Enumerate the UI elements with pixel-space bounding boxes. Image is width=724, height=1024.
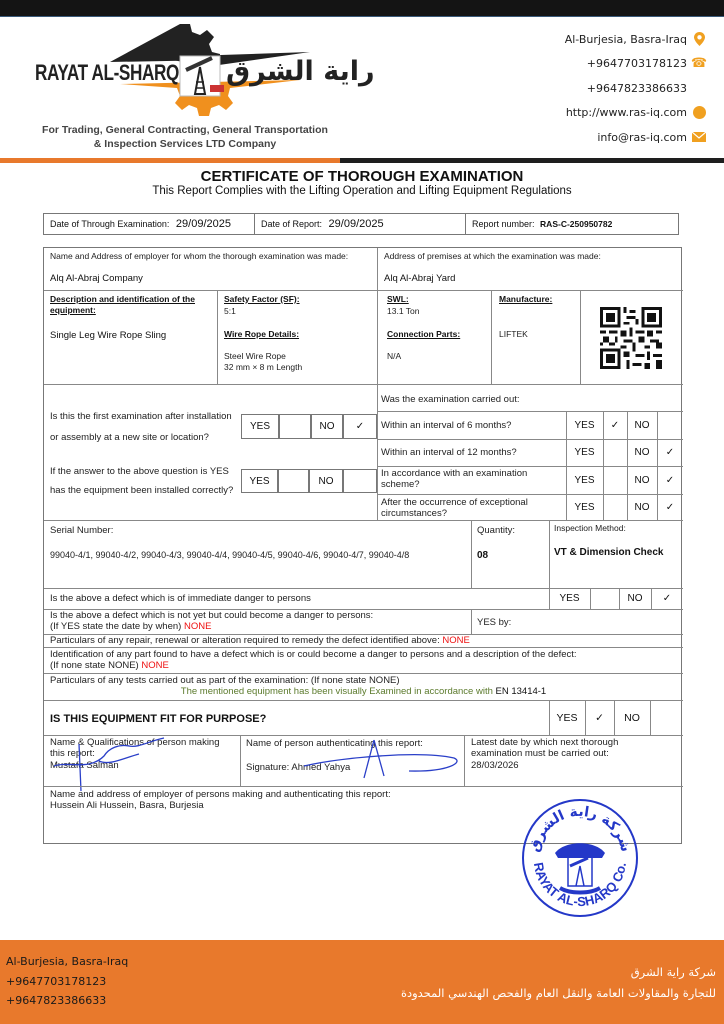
future-danger-line2: (If YES state the date by when) <box>50 620 182 632</box>
serial-label: Serial Number: <box>50 525 114 536</box>
tagline-line-2: & Inspection Services LTD Company <box>93 138 277 150</box>
carried-out-heading: Was the examination carried out: <box>381 394 520 405</box>
manufacture-label: Manufacture: <box>499 294 553 304</box>
fit-no-label: NO <box>624 711 640 724</box>
report-number-cell <box>466 214 679 235</box>
interval-6-no-checkbox[interactable] <box>657 411 683 439</box>
description-label: Description and identification of the equipment: <box>50 294 195 315</box>
installed-no-label: NO <box>309 469 343 493</box>
footer-address: Al-Burjesia, Basra-Iraq <box>6 955 129 968</box>
swl-label: SWL: <box>387 294 409 304</box>
repair-label: Particulars of any repair, renewal or alteration required to remedy the defect identified above: <box>50 635 440 646</box>
interval-6-yes-checkbox[interactable]: ✓ <box>610 419 620 431</box>
identification-line2: (If none state NONE) <box>50 660 139 671</box>
connection-parts-label: Connection Parts: <box>387 329 461 339</box>
employer-label: Name and Address of employer for whom the thorough examination was made: <box>50 251 349 261</box>
interval-6-yes-label: YES <box>574 419 595 431</box>
qr-code-icon[interactable] <box>600 307 662 369</box>
address-text: Al-Burjesia, Basra-Iraq <box>564 32 687 46</box>
contact-address <box>565 27 706 52</box>
repair-row <box>50 635 470 646</box>
exceptional-no-label: NO <box>634 501 650 513</box>
exam-date-label: Date of Through Examination: <box>50 219 170 229</box>
fit-for-purpose-label: IS THIS EQUIPMENT FIT FOR PURPOSE? <box>50 713 267 725</box>
identification-line1: Identification of any part found to have a defect which is or could become a danger to persons and a description of the defect: <box>50 649 577 660</box>
header-contact <box>565 27 706 150</box>
contact-phone-1 <box>565 52 706 77</box>
immediate-no-label: NO <box>627 593 643 604</box>
exceptional-yes-checkbox[interactable] <box>603 494 627 520</box>
certificate-title: CERTIFICATE OF THOROUGH EXAMINATION <box>200 168 524 185</box>
immediate-no-checkbox[interactable]: ✓ <box>662 593 672 604</box>
employer-value: Alq Al-Abraj Company <box>50 273 143 284</box>
installed-yes-label: YES <box>241 469 278 493</box>
exceptional-question: After the occurrence of exceptional circumstances? <box>381 497 528 519</box>
immediate-yes-checkbox[interactable] <box>590 588 619 609</box>
header-divider <box>0 158 724 163</box>
spacer-icon <box>692 81 706 95</box>
company-stamp <box>520 798 640 918</box>
tagline-line-1: For Trading, General Contracting, General Transportation <box>42 124 328 136</box>
company-tagline <box>30 123 340 151</box>
installed-yes-checkbox[interactable] <box>278 469 309 493</box>
exam-date-cell <box>44 214 255 235</box>
top-bar <box>0 0 724 17</box>
identification-value: NONE <box>141 660 169 671</box>
quantity-value: 08 <box>477 550 489 561</box>
authenticator-signature-icon <box>299 736 469 781</box>
exceptional-yes-label: YES <box>574 501 595 513</box>
repair-value: NONE <box>442 635 470 646</box>
immediate-danger-question: Is the above a defect which is of immediate danger to persons <box>50 593 311 604</box>
serial-value: 99040-4/1, 99040-4/2, 99040-4/3, 99040-4/4, 99040-4/5, 99040-4/6, 99040-4/7, 99040-4/8 <box>50 550 410 560</box>
connection-parts-value: N/A <box>387 351 402 361</box>
globe-icon <box>692 106 706 120</box>
fit-yes-checkbox[interactable]: ✓ <box>595 711 604 724</box>
interval-12-question: Within an interval of 12 months? <box>381 447 517 458</box>
interval-12-no-checkbox[interactable]: ✓ <box>665 447 675 458</box>
quantity-label: Quantity: <box>477 525 516 536</box>
footer-arabic-line2: للتجارة والمقاولات العامة والنقل العام والفحص الهندسي المحدودة <box>400 986 716 1000</box>
interval-12-no-label: NO <box>634 447 650 458</box>
scheme-yes-label: YES <box>574 474 595 486</box>
installed-no-checkbox[interactable] <box>343 469 377 493</box>
tests-value: The mentioned equipment has been visually Examined in accordance with <box>180 686 493 697</box>
authenticator-value: Signature: Ahmed Yahya <box>246 762 351 773</box>
next-exam-label: Latest date by which next thorough examination must be carried out: <box>471 737 619 759</box>
contact-email <box>565 125 706 150</box>
wire-rope-label: Wire Rope Details: <box>224 329 300 339</box>
future-danger-line1: Is the above a defect which is not yet but could become a danger to persons: <box>50 610 374 621</box>
first-exam-no-checkbox[interactable]: ✓ <box>343 414 377 439</box>
logo-arabic-text: راية الشرق <box>226 56 375 87</box>
tests-value-row <box>44 686 683 697</box>
method-label: Inspection Method: <box>554 523 626 533</box>
footer-phone-2[interactable]: +9647823386633 <box>6 994 107 1007</box>
interval-6-no-label: NO <box>634 419 650 431</box>
wire-rope-line2: 32 mm × 8 m Length <box>224 362 303 372</box>
contact-website <box>565 101 706 126</box>
report-date-label: Date of Report: <box>261 219 323 229</box>
maker-value: Mustafa Salman <box>50 760 119 771</box>
yes-by-label: YES by: <box>477 617 512 628</box>
first-exam-question: Is this the first examination after installation or assembly at a new site or location? <box>50 411 232 443</box>
report-date-cell <box>255 214 466 235</box>
email-link[interactable]: info@ras-iq.com <box>597 130 687 144</box>
future-danger-question <box>50 611 373 632</box>
manufacture-value: LIFTEK <box>499 329 528 339</box>
examination-form <box>43 247 682 844</box>
installed-correctly-question: If the answer to the above question is YES has the equipment been installed correctly? <box>50 466 234 496</box>
tests-label: Particulars of any tests carried out as part of the examination: (If none state NONE) <box>50 675 400 686</box>
wire-rope-line1: Steel Wire Rope <box>224 351 286 361</box>
footer-arabic-line1: شركة راية الشرق <box>630 965 716 979</box>
future-danger-value: NONE <box>183 620 212 632</box>
footer-contact <box>6 952 128 1011</box>
report-date-value: 29/09/2025 <box>328 218 384 230</box>
safety-factor-value: 5:1 <box>224 306 236 316</box>
identification-row <box>50 649 577 671</box>
premises-label: Address of premises at which the examination was made: <box>384 251 601 261</box>
footer <box>0 940 724 1024</box>
phone-2-text[interactable]: +9647823386633 <box>586 81 687 95</box>
certificate-subtitle: This Report Complies with the Lifting Operation and Lifting Equipment Regulations <box>152 185 572 197</box>
interval-12-yes-checkbox[interactable] <box>603 439 627 466</box>
tests-standard: EN 13414-1 <box>495 686 547 697</box>
exam-date-value: 29/09/2025 <box>175 218 231 230</box>
logo-english-text: RAYAT AL-SHARQ <box>35 60 179 85</box>
stamp-seal-icon <box>520 798 640 918</box>
website-link[interactable]: http://www.ras-iq.com <box>565 106 687 120</box>
maker-label: Name & Qualifications of person making this report: <box>50 737 220 759</box>
footer-arabic <box>401 962 716 1004</box>
scheme-yes-checkbox[interactable] <box>603 466 627 494</box>
location-pin-icon <box>692 32 706 46</box>
maker-signature-icon <box>49 736 209 791</box>
envelope-icon <box>692 130 706 144</box>
report-employer-value: Hussein Ali Hussein, Basra, Burjesia <box>50 800 204 811</box>
authenticator-label: Name of person authenticating this report: <box>246 738 423 749</box>
exceptional-no-checkbox[interactable]: ✓ <box>665 501 675 513</box>
telephone-icon: ☎ <box>690 56 708 72</box>
description-value: Single Leg Wire Rope Sling <box>50 330 167 341</box>
report-employer-label: Name and address of employer of persons making and authenticating this report: <box>50 789 391 800</box>
company-logo <box>30 22 375 122</box>
svg-text:شركة راية الشرق: شركة راية الشرق <box>526 803 634 854</box>
report-number-label: Report number: <box>472 219 535 229</box>
immediate-yes-label: YES <box>559 593 580 604</box>
interval-12-yes-label: YES <box>574 447 595 458</box>
interval-6-question: Within an interval of 6 months? <box>381 420 512 431</box>
scheme-no-label: NO <box>634 474 650 486</box>
first-exam-yes-checkbox[interactable] <box>279 414 311 439</box>
fit-yes-label: YES <box>556 711 578 724</box>
report-number-value: RAS-C-250950782 <box>540 219 613 229</box>
fit-no-checkbox[interactable] <box>650 700 683 735</box>
svg-text:RAYAT AL-SHARQ Co.: RAYAT AL-SHARQ Co. <box>530 861 629 910</box>
scheme-no-checkbox[interactable]: ✓ <box>665 474 675 486</box>
method-value: VT & Dimension Check <box>554 547 664 558</box>
premises-value: Alq Al-Abraj Yard <box>384 273 456 284</box>
first-exam-yes-label: YES <box>241 414 279 439</box>
next-exam-value: 28/03/2026 <box>471 760 519 771</box>
phone-1-text[interactable]: +9647703178123 <box>586 57 687 71</box>
exam-scheme-question: In accordance with an examination scheme? <box>381 468 528 490</box>
date-bar <box>43 213 679 235</box>
first-exam-no-label: NO <box>311 414 343 439</box>
contact-phone-2 <box>565 76 706 101</box>
safety-factor-label: Safety Factor (SF): <box>224 294 300 304</box>
swl-value: 13.1 Ton <box>387 306 420 316</box>
footer-phone-1[interactable]: +9647703178123 <box>6 974 107 988</box>
